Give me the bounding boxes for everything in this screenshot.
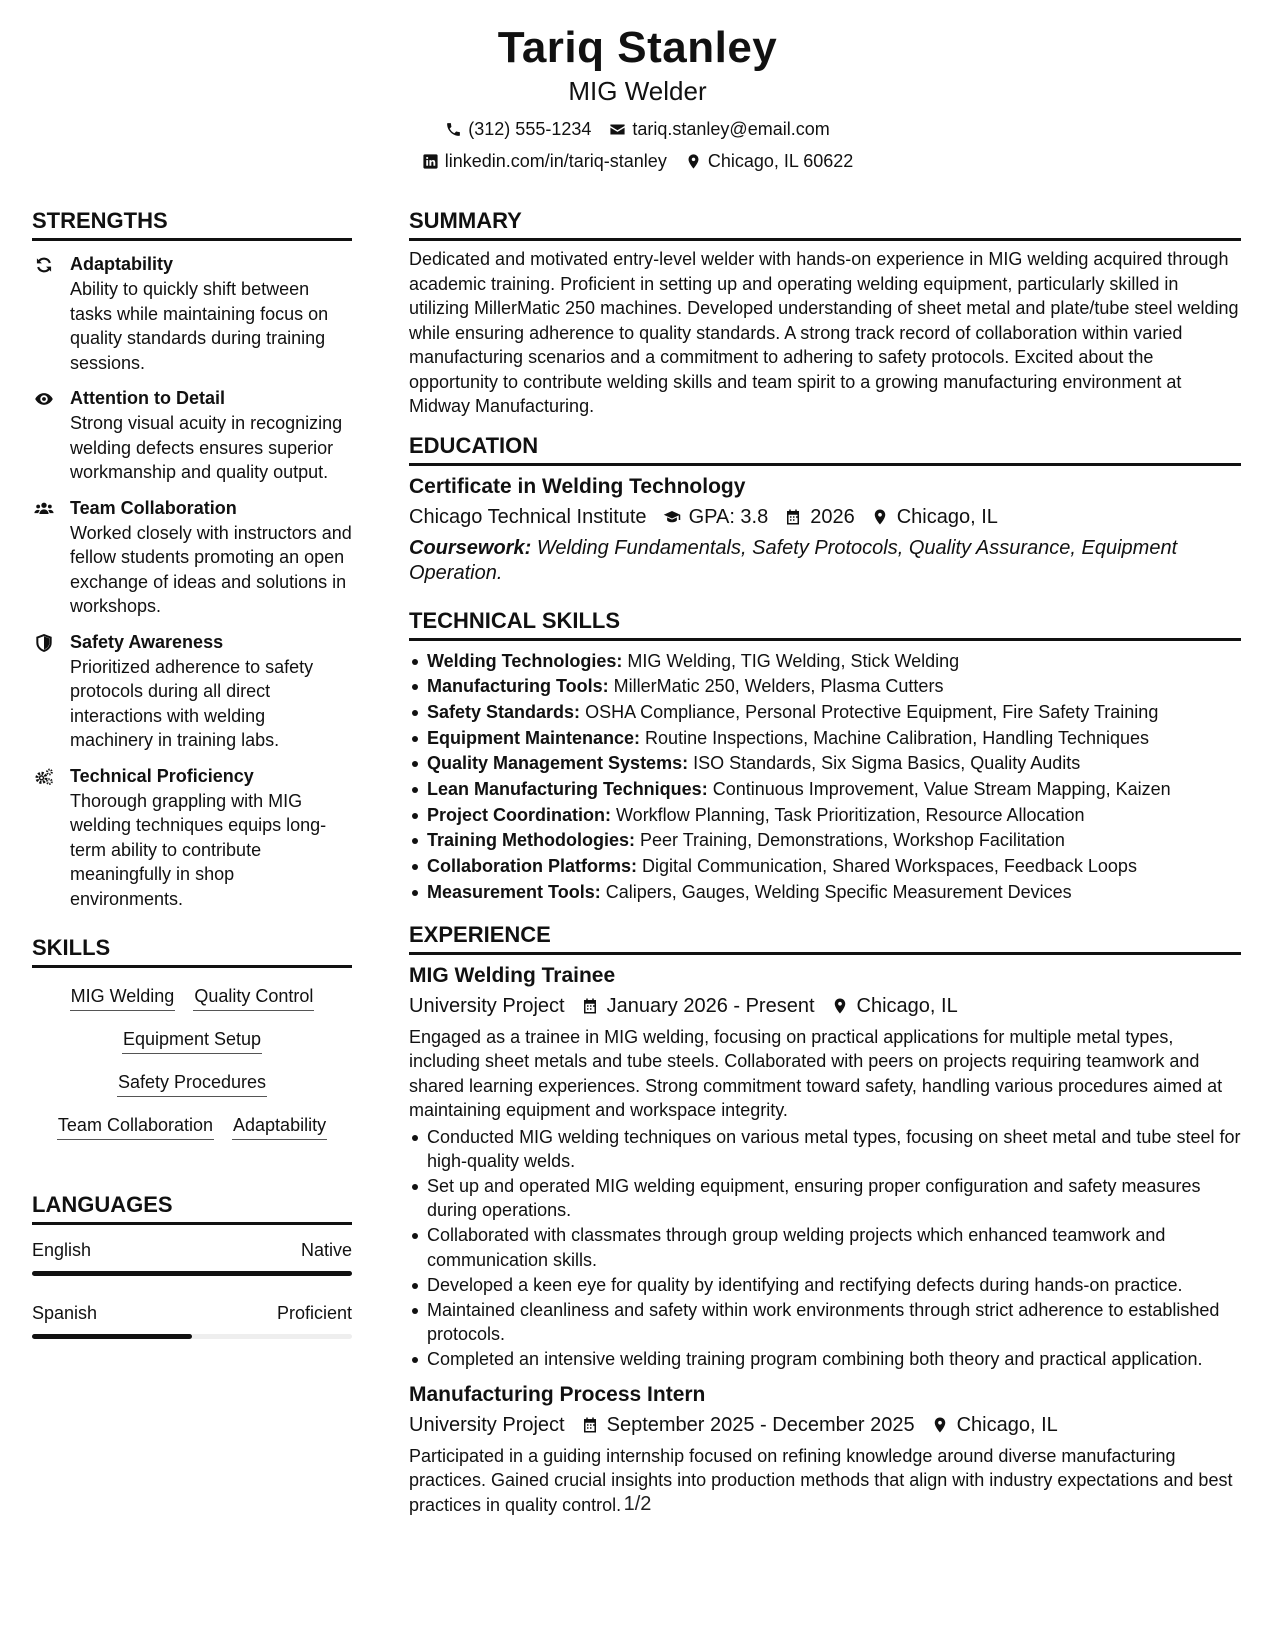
strength-desc: Strong visual acuity in recognizing welding defects ensures superior workmanship and quality output. [70,413,343,482]
map-pin-icon [831,997,849,1015]
list-item: Training Methodologies: Peer Training, Demonstrations, Workshop Facilitation [409,828,1241,854]
location-contact [685,150,853,172]
skill-tag: Safety Procedures [117,1070,267,1097]
phone-icon [445,121,462,138]
page-number: 1/2 [623,1493,652,1515]
shield-icon [32,631,56,753]
skill-tag: Team Collaboration [57,1113,214,1140]
list-item: Developed a keen eye for quality by identifying and rectifying defects during hands-on practice. [409,1273,1241,1297]
job-meta [409,993,1241,1019]
coursework-text: Welding Fundamentals, Safety Protocols, Quality Assurance, Equipment Operation. [409,536,1178,584]
skills-section [32,935,352,1140]
skill-tag: Quality Control [193,984,314,1011]
list-item: Equipment Maintenance: Routine Inspections, Machine Calibration, Handling Techniques [409,726,1241,752]
skills-heading: SKILLS [32,935,352,968]
strength-desc: Prioritized adherence to safety protocols during all direct interactions with welding machinery in training labs. [70,656,314,750]
refresh-icon [32,253,56,375]
language-proficiency-bar [32,1271,352,1276]
strength-title: Attention to Detail [70,388,225,408]
coursework [409,536,1241,586]
language-item [32,1302,352,1339]
list-item: Safety Standards: OSHA Compliance, Personal Protective Equipment, Fire Safety Training [409,700,1241,726]
map-pin-icon [931,1416,949,1434]
job-dates: January 2026 - Present [606,994,815,1017]
experience-heading: EXPERIENCE [409,922,1241,955]
strength-title: Team Collaboration [70,497,237,518]
job-location: Chicago, IL [956,1413,1058,1436]
education-heading: EDUCATION [409,433,1241,466]
eye-icon [32,387,56,485]
list-item: Project Coordination: Workflow Planning, Task Prioritization, Resource Allocation [409,803,1241,829]
graduation-cap-icon [663,508,681,526]
map-pin-icon [685,153,702,170]
job-bullets [409,1125,1241,1372]
strength-item [32,631,352,753]
strength-title: Adaptability [70,254,174,274]
location-text: Chicago, IL 60622 [707,151,854,171]
list-item: Completed an intensive welding training program combining both theory and practical application. [409,1347,1241,1371]
strength-item [32,387,352,485]
technical-skills-list [409,649,1241,906]
language-name: English [32,1240,92,1260]
strengths-heading: STRENGTHS [32,208,352,241]
education-location: Chicago, IL [896,505,998,528]
language-proficiency-bar [32,1334,352,1339]
strength-title: Safety Awareness [70,631,224,652]
skill-tag: Equipment Setup [122,1027,262,1054]
calendar-icon [784,508,802,526]
right-column [409,208,1241,1517]
list-item: Lean Manufacturing Techniques: Continuous Improvement, Value Stream Mapping, Kaizen [409,777,1241,803]
job-entry [409,963,1241,1372]
education-meta [409,504,1241,530]
list-item: Manufacturing Tools: MillerMatic 250, Welders, Plasma Cutters [409,674,1241,700]
job-org: University Project [409,1413,565,1436]
list-item: Measurement Tools: Calipers, Gauges, Welding Specific Measurement Devices [409,880,1241,906]
languages-heading: LANGUAGES [32,1192,352,1225]
language-level: Proficient [276,1303,352,1323]
languages-section [32,1192,352,1339]
summary-section [409,208,1241,419]
summary-heading: SUMMARY [409,208,1241,241]
strength-item [32,497,352,619]
language-item [32,1239,352,1276]
candidate-name: Tariq Stanley [497,23,778,72]
technical-skills-heading: TECHNICAL SKILLS [409,608,1241,641]
job-org: University Project [409,994,565,1017]
coursework-label: Coursework: [409,536,532,559]
linkedin-contact[interactable] [422,150,667,172]
school-name: Chicago Technical Institute [409,505,647,528]
job-title: MIG Welding Trainee [409,963,616,987]
strength-title: Technical Proficiency [70,765,254,786]
experience-section [409,922,1241,1518]
users-icon [32,497,56,619]
language-name: Spanish [32,1303,98,1323]
job-meta [409,1412,1241,1438]
strength-desc: Ability to quickly shift between tasks while maintaining focus on quality standards during training sessions. [70,279,329,373]
strength-item [32,765,352,912]
calendar-icon [581,1416,599,1434]
skill-tag: MIG Welding [70,984,176,1011]
education-section [409,433,1241,586]
strengths-section [32,208,352,911]
skills-tags [32,984,352,1140]
list-item: Conducted MIG welding techniques on various metal types, focusing on sheet metal and tube steel for high-quality welds. [409,1125,1241,1173]
summary-text: Dedicated and motivated entry-level welder with hands-on experience in MIG welding acquired through academic training. Proficient in setting up and operating welding equipment, particularly skilled in utilizing MillerMatic 250 machines. Developed understanding of sheet metal and plate/tube steel welding while ensuring adherence to quality standards. A strong track record of collaboration within varied manufacturing scenarios and a commitment to adhering to safety protocols. Excited about the opportunity to contribute welding skills and team spirit to a growing manufacturing environment at Midway Manufacturing. [409,249,1239,416]
phone-contact [445,118,591,140]
education-year: 2026 [810,505,855,528]
gears-icon [32,765,56,912]
envelope-icon [609,121,626,138]
language-proficiency-fill [32,1271,352,1276]
phone-text: (312) 555-1234 [468,119,592,139]
email-text: tariq.stanley@email.com [632,119,830,139]
left-column [32,208,352,1339]
job-title: Manufacturing Process Intern [409,1382,706,1406]
candidate-title: MIG Welder [568,76,707,106]
list-item: Maintained cleanliness and safety within work environments through strict adherence to established protocols. [409,1298,1241,1346]
job-dates: September 2025 - December 2025 [606,1413,915,1436]
list-item: Quality Management Systems: ISO Standards, Six Sigma Basics, Quality Audits [409,751,1241,777]
strength-desc: Worked closely with instructors and fellow students promoting an open exchange of ideas and solutions in workshops. [70,522,352,616]
list-item: Collaborated with classmates through group welding projects which enhanced teamwork and communication skills. [409,1223,1241,1271]
contact-row-2 [0,150,1275,172]
list-item: Welding Technologies: MIG Welding, TIG Welding, Stick Welding [409,649,1241,675]
strength-item [32,253,352,375]
gpa-text: GPA: 3.8 [688,505,769,528]
list-item: Set up and operated MIG welding equipment, ensuring proper configuration and safety measures during operations. [409,1174,1241,1222]
contact-row-1 [0,118,1275,140]
language-level: Native [300,1240,352,1260]
technical-skills-section [409,608,1241,906]
strength-desc: Thorough grappling with MIG welding techniques equips long-term ability to contribute meaningfully in shop environments. [70,790,327,909]
calendar-icon [581,997,599,1015]
list-item: Collaboration Platforms: Digital Communication, Shared Workspaces, Feedback Loops [409,854,1241,880]
job-description: Engaged as a trainee in MIG welding, focusing on practical applications for multiple metal types, including sheet metals and tube steels. Collaborated with peers on projects requiring teamwork and shared learning experiences. Strong commitment toward safety, handling various procedures aimed at maintaining equipment and workspace integrity. [409,1026,1223,1121]
linkedin-icon [422,153,439,170]
job-description: Participated in a guiding internship focused on refining knowledge around diverse manufacturing practices. Gained crucial insights into production methods that align with industry expectations and best practices in quality control. [409,1445,1233,1515]
language-proficiency-fill [32,1334,192,1339]
linkedin-text: linkedin.com/in/tariq-stanley [444,151,667,171]
job-location: Chicago, IL [856,994,958,1017]
skill-tag: Adaptability [232,1113,327,1140]
email-contact[interactable] [609,118,829,140]
resume-header [0,22,1275,172]
map-pin-icon [871,508,889,526]
degree-title: Certificate in Welding Technology [409,474,746,498]
